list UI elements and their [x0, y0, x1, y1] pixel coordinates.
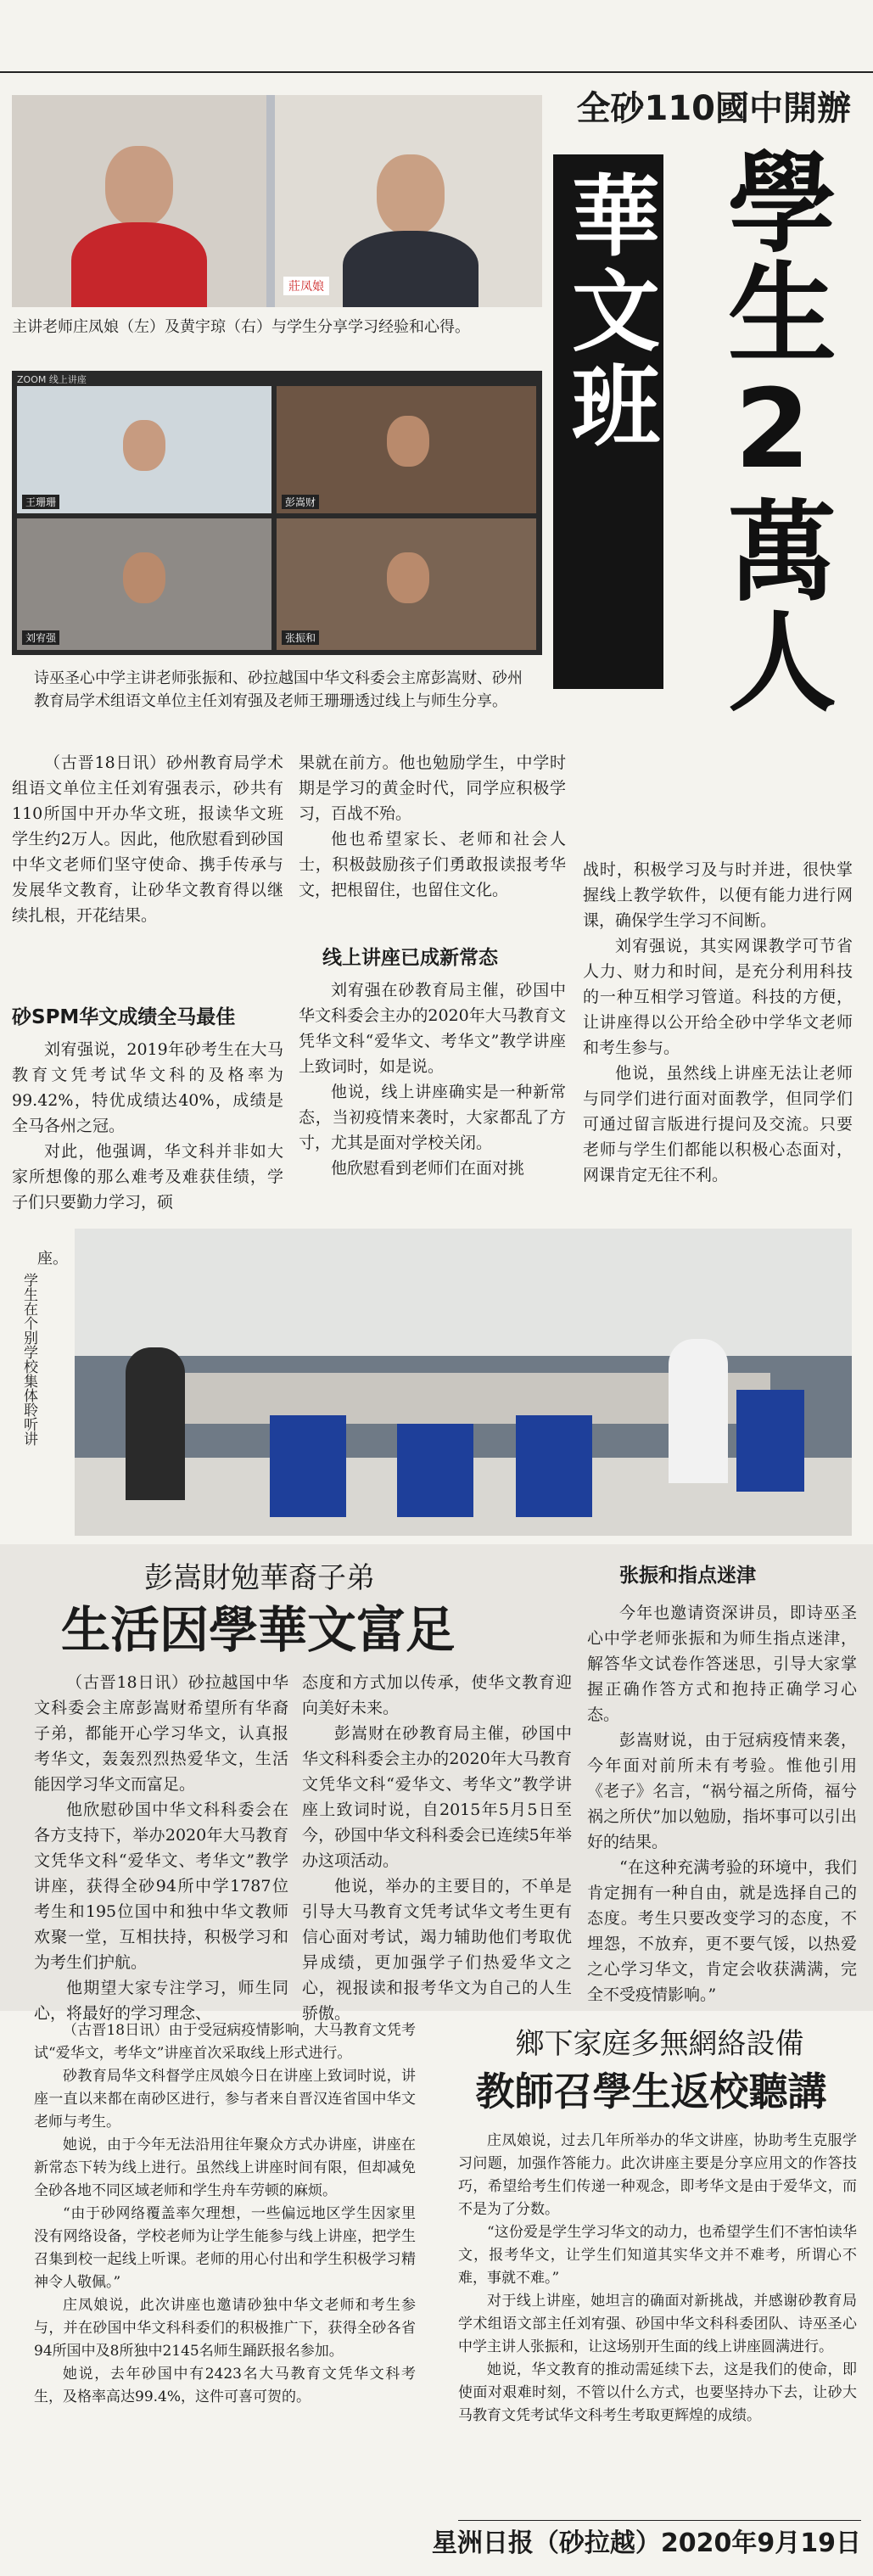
name-tag: 莊凤娘	[283, 277, 329, 295]
story-3-headline: 教師召學生返校聽講	[475, 2069, 827, 2114]
paragraph: 他期望大家专注学习，师生同心，将最好的学习理念、	[34, 1979, 288, 2023]
presenter-right-body	[343, 231, 478, 307]
paragraph: 彭嵩财在砂教育局主催，砂国中华文科科委会主办的2020年大马教育文凭华文科“爱华文、考华文”教学讲座上致词时说，自2015年5月5日至今，砂国中华文科科委会已连续5年举办这项活动。	[302, 1724, 572, 1870]
story-3	[0, 2011, 873, 2520]
paragraph: 她说，去年砂国中有2423名大马教育文凭华文科考生，及格率高达99.4%，这件可喜可贺的。	[34, 2366, 416, 2405]
student	[126, 1347, 185, 1500]
presenter-left-body	[71, 222, 207, 307]
participant-name: 张振和	[282, 630, 319, 645]
paragraph: 他也希望家长、老师和社会人士，积极鼓励孩子们勇敢报读报考华文，把根留住，也留住文化。	[299, 830, 566, 899]
paragraph: 态度和方式加以传承，使华文教育迎向美好未来。	[302, 1673, 572, 1717]
paragraph: 刘宥强说，2019年砂考生在大马教育文凭考试华文科的及格率为99.42%，特优成绩达40%，成绩是全马各州之冠。	[12, 1040, 283, 1135]
paragraph: 果就在前方。他也勉励学生，中学时期是学习的黄金时代，同学应积极学习，百战不殆。	[299, 753, 566, 823]
paragraph: 刘宥强在砂教育局主催，砂国中华文科委会主办的2020年大马教育文凭华文科“爱华文、考华文”教学讲座上致词时，如是说。	[299, 981, 566, 1076]
story-1-kicker: 全砂110國中開辦	[576, 89, 851, 128]
chair	[397, 1424, 473, 1517]
footer-rule	[458, 2520, 861, 2521]
paragraph: （古晋18日讯）砂拉越国中华文科委会主席彭嵩财希望所有华裔子弟，都能开心学习华文，认真报考华文，轰轰烈烈热爱华文，生活能因学习华文而富足。	[34, 1673, 288, 1794]
story-3-col-2	[458, 2130, 857, 2428]
participant-head	[387, 552, 429, 603]
zoom-tile-4	[277, 518, 536, 650]
publication-source: 星洲日报（砂拉越）2020年9月19日	[431, 2528, 861, 2558]
paragraph: 对此，他强调，华文科并非如大家所想像的那么难考及难获佳绩，学子们只要勤力学习，硕	[12, 1142, 283, 1212]
photo-zoom-session	[12, 371, 542, 655]
story-2-headline: 生活因學華文富足	[61, 1601, 456, 1659]
story-2-subhead: 张振和指点迷津	[619, 1565, 756, 1587]
story-1-col-1	[12, 750, 283, 928]
story-2	[0, 1544, 873, 2023]
paragraph: 他说，举办的主要目的，不单是引导大马教育文凭考试华文考生更有信心面对考试，竭力辅助他们考取优异成绩，更加强学子们热爱华文之心，视报读和报考华文为自己的人生骄傲。	[302, 1877, 572, 2023]
story-1-headline-left: 華文班	[557, 170, 660, 455]
story-3-col-1	[34, 2019, 416, 2409]
paragraph: 对于线上讲座，她坦言的确面对新挑战，并感谢砂教育局学术组语文部主任刘宥强、砂国中华文科科委团队、诗巫圣心中学主讲人张振和，让这场别开生面的线上讲座圆满进行。	[458, 2293, 857, 2355]
photo-presenters-caption: 主讲老师庄凤娘（左）及黄宇琼（右）与学生分享学习经验和心得。	[12, 318, 470, 336]
paragraph: 他欣慰砂国中华文科科委会在各方支持下，举办2020年大马教育文凭华文科“爱华文、考华文”教学讲座，获得全砂94所中学1787位考生和195位国中和独中华文教师欢聚一堂，互相扶持，积极学习和为考生们护航。	[34, 1800, 288, 1972]
participant-head	[123, 552, 165, 603]
paragraph: 砂教育局华文科督学庄凤娘今日在讲座上致词时说，讲座一直以来都在南砂区进行，参与者来自晋汉连省国中华文老师与考生。	[34, 2068, 416, 2131]
story-2-col-1	[34, 1670, 288, 2026]
story-3-kicker: 鄉下家庭多無網絡設備	[515, 2027, 804, 2061]
participant-name: 彭嵩财	[282, 495, 319, 509]
chair	[270, 1415, 346, 1517]
paragraph: 战时，积极学习及与时并进，很快掌握线上教学软件，以便有能力进行网课，确保学生学习不间断。	[583, 860, 853, 930]
presenter-right-head	[377, 154, 445, 235]
story-2-kicker: 彭嵩財勉華裔子弟	[144, 1561, 375, 1595]
participant-name: 王珊珊	[22, 495, 59, 509]
paragraph: 彭嵩财说，由于冠病疫情来袭，今年面对前所未有考验。惟他引用《老子》名言，“祸兮福之所倚，福兮祸之所伏”加以勉励，指坏事可以引出好的结果。	[587, 1731, 857, 1851]
photo-zoom-caption: 诗巫圣心中学主讲老师张振和、砂拉越国中华文科委会主席彭嵩财、砂州教育局学术组语文单位主任刘宥强及老师王珊珊透过线上与师生分享。	[34, 669, 523, 710]
chair	[516, 1415, 592, 1517]
story-1-col-2b	[299, 977, 566, 1181]
participant-head	[387, 416, 429, 467]
paragraph: 她说，华文教育的推动需延续下去，这是我们的使命，即使面对艰难时刻，不管以什么方式，也要坚持办下去，让砂大马教育文凭考试华文科考生考取更辉煌的成绩。	[458, 2361, 857, 2424]
paragraph: 他说，虽然线上讲座无法让老师与同学们进行面对面教学，但同学们可通过留言版进行提问及交流。只要老师与学生们都能以积极心态面对，网课肯定无往不利。	[583, 1064, 853, 1184]
participant-name: 刘宥强	[22, 630, 59, 645]
paragraph: “由于砂网络覆盖率欠理想，一些偏远地区学生因家里没有网络设备，学校老师为让学生能参与线上讲座，把学生召集到校一起线上听课。老师的用心付出和学生积极学习精神令人敬佩。”	[34, 2205, 416, 2291]
story-1-col-2	[299, 750, 566, 903]
paragraph: 他说，线上讲座确实是一种新常态，当初疫情来袭时，大家都乱了方寸，尤其是面对学校关闭。	[299, 1083, 566, 1152]
story-2-col-3	[587, 1600, 857, 2008]
paragraph: “在这种充满考验的环境中，我们肯定拥有一种自由，就是选择自己的态度。考生只要改变学习的态度，不埋怨，不放弃，更不要气馁，以热爱之心学习华文，肯定会收获满满，完全不受疫情影响。”	[587, 1858, 857, 2004]
paragraph: 今年也邀请资深讲员，即诗巫圣心中学老师张振和为师生指点迷津，解答华文试卷作答迷思，引导大家掌握正确作答方式和抱持正确学习心态。	[587, 1604, 857, 1724]
paragraph: （古晋18日讯）由于受冠病疫情影响，大马教育文凭考试“爱华文，考华文”讲座首次采取线上形式进行。	[34, 2022, 416, 2062]
classroom-wall	[75, 1229, 852, 1356]
story-1-headline-right: 學生2萬人	[709, 146, 836, 715]
paragraph: “这份爱是学生学习华文的动力，也希望学生们不害怕读华文，报考华文，让学生们知道其实华文并不难考，所谓心不难，事就不难。”	[458, 2224, 857, 2287]
story-1-subhead-1: 砂SPM华文成绩全马最佳	[12, 1006, 236, 1028]
paragraph: （古晋18日讯）砂州教育局学术组语文单位主任刘宥强表示，砂共有110所国中开办华文班，报读华文班学生约2万人。因此，他欣慰看到砂国中华文老师们坚守使命、携手传承与发展华文教育，让砂华文教育得以继续扎根，开花结果。	[12, 753, 283, 925]
participant-head	[123, 420, 165, 471]
photo-students-listening	[75, 1229, 852, 1536]
zoom-tile-2	[277, 386, 536, 513]
zoom-label: ZOOM 线上讲座	[17, 374, 87, 385]
zoom-tile-3	[17, 518, 271, 650]
chair	[736, 1390, 804, 1492]
photo-presenters	[12, 95, 542, 307]
photo-3-side-caption: 学生在个别学校集体聆听讲	[20, 1273, 37, 1446]
story-1-col-3	[583, 857, 853, 1188]
zoom-tile-1	[17, 386, 271, 513]
top-rule	[0, 71, 873, 73]
story-1-col-1-end: 座。	[37, 1250, 68, 1268]
student	[669, 1339, 728, 1483]
paragraph: 刘宥强说，其实网课教学可节省人力、财力和时间，是充分利用科技的一种互相学习管道。科技的方便，让讲座得以公开给全砂中学华文老师和考生参与。	[583, 937, 853, 1057]
story-1-col-1b	[12, 1037, 283, 1215]
paragraph: 庄凤娘说，此次讲座也邀请砂独中华文老师和考生参与，并在砂国中华文科科委们的积极推广下，获得全砂各省94所国中及8所独中2145名师生踊跃报名参加。	[34, 2297, 416, 2360]
paragraph: 她说，由于今年无法沿用往年聚众方式办讲座，讲座在新常态下转为线上进行。虽然线上讲座时间有限，但却减免全砂各地不同区域老师和学生舟车劳顿的麻烦。	[34, 2136, 416, 2199]
story-1-subhead-2: 线上讲座已成新常态	[322, 947, 498, 969]
story-2-col-2	[302, 1670, 572, 2026]
paragraph: 他欣慰看到老师们在面对挑	[331, 1159, 525, 1178]
presenter-left-head	[105, 146, 173, 227]
paragraph: 庄凤娘说，过去几年所举办的华文讲座，协助考生克服学习问题，加强作答能力。此次讲座主要是分享应用文的作答技巧，希望给考生们传递一种观念，即考华文是由于爱华文，而不是为了分数。	[458, 2132, 857, 2218]
